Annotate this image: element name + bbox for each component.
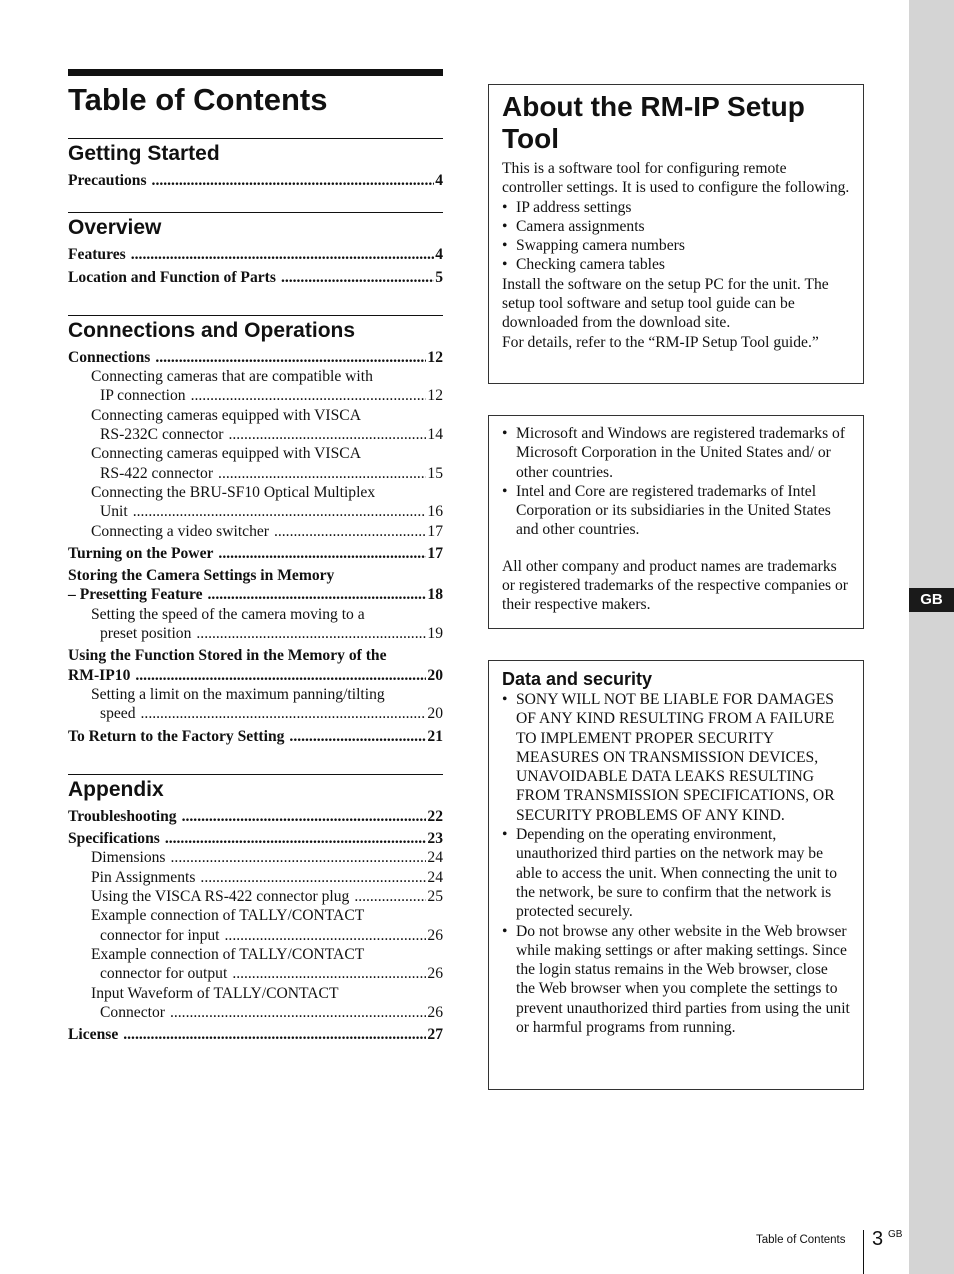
about-details: For details, refer to the “RM-IP Setup Tool guide.” bbox=[502, 333, 819, 351]
entry-text-line1: Storing the Camera Settings in Memory bbox=[68, 567, 335, 585]
page-ref: 20 bbox=[427, 666, 443, 684]
leader-dots bbox=[155, 348, 426, 367]
bullet-text: Microsoft and Windows are registered trademarks of Microsoft Corporation in the United States and/ or other countries. bbox=[516, 425, 846, 481]
entry-text: speed bbox=[100, 705, 136, 723]
entry-row bbox=[68, 348, 443, 367]
bullet-item bbox=[502, 825, 850, 921]
entry-row bbox=[68, 171, 443, 190]
about-title: About the RM-IP Setup Tool bbox=[502, 91, 805, 154]
entry-row bbox=[68, 268, 443, 287]
bullet-item bbox=[502, 198, 850, 217]
page-ref: 12 bbox=[427, 387, 443, 405]
entry-text: Using the VISCA RS-422 connector plug bbox=[91, 888, 350, 906]
bullet-mark: • bbox=[502, 826, 508, 844]
bullet-item bbox=[502, 236, 850, 255]
leader-dots bbox=[208, 585, 427, 604]
entry-row bbox=[91, 704, 443, 723]
page-ref: 15 bbox=[427, 464, 443, 482]
leader-dots bbox=[232, 964, 426, 983]
page-ref: 24 bbox=[427, 868, 443, 886]
leader-dots bbox=[228, 425, 426, 444]
bullet-item bbox=[502, 690, 850, 825]
toc-column bbox=[68, 69, 443, 1044]
trademarks-bullet-list bbox=[502, 424, 850, 540]
footer-label: Table of Contents bbox=[756, 1234, 846, 1246]
toc-entry bbox=[68, 945, 443, 984]
toc-entry bbox=[68, 268, 443, 287]
leader-dots bbox=[135, 666, 426, 685]
leader-dots bbox=[123, 1025, 426, 1044]
leader-dots bbox=[218, 544, 426, 563]
section-heading: Appendix bbox=[68, 774, 443, 804]
entry-text: RS-422 connector bbox=[100, 464, 214, 482]
entry-text: – Presetting Feature bbox=[68, 586, 203, 604]
page-ref: 18 bbox=[427, 586, 443, 604]
toc-section bbox=[68, 138, 443, 190]
entry-text: RS-232C connector bbox=[100, 426, 224, 444]
toc-entry bbox=[68, 566, 443, 605]
leader-dots bbox=[165, 829, 427, 848]
page-ref: 26 bbox=[427, 965, 443, 983]
entry-text: Location and Function of Parts bbox=[68, 268, 276, 286]
page-ref: 19 bbox=[427, 625, 443, 643]
about-outro: Install the software on the setup PC for the unit. The setup tool software and setup tool guide can be downloaded from the download site. bbox=[502, 275, 829, 332]
entry-text: Specifications bbox=[68, 830, 160, 848]
leader-dots bbox=[274, 522, 426, 541]
entry-row bbox=[68, 245, 443, 264]
section-heading: Connections and Operations bbox=[68, 315, 443, 345]
bullet-item bbox=[502, 217, 850, 236]
entry-row bbox=[91, 848, 443, 867]
toc-entry bbox=[68, 887, 443, 906]
toc-entry bbox=[68, 444, 443, 483]
entry-row bbox=[91, 624, 443, 643]
toc-entry bbox=[68, 984, 443, 1023]
entry-text: Dimensions bbox=[91, 849, 166, 867]
entry-text-line1: Using the Function Stored in the Memory of the bbox=[68, 647, 387, 665]
page-ref: 12 bbox=[427, 348, 443, 366]
page-ref: 24 bbox=[427, 849, 443, 867]
entry-row bbox=[91, 502, 443, 521]
leader-dots bbox=[200, 868, 426, 887]
toc-entry bbox=[68, 605, 443, 644]
bullet-mark: • bbox=[502, 691, 508, 708]
entry-row bbox=[68, 727, 443, 746]
entry-text-line1: Setting the speed of the camera moving to a bbox=[91, 605, 365, 623]
entry-row bbox=[91, 464, 443, 483]
entry-text: Turning on the Power bbox=[68, 544, 214, 562]
bullet-text: Intel and Core are registered trademarks of Intel Corporation or its subsidiaries in the United States and other countries. bbox=[516, 482, 831, 539]
toc-entry bbox=[68, 348, 443, 367]
bullet-mark: • bbox=[502, 198, 508, 216]
entry-row bbox=[68, 585, 443, 604]
page-title: Table of Contents bbox=[68, 82, 328, 117]
page-ref: 4 bbox=[435, 172, 443, 189]
toc-entry bbox=[68, 727, 443, 746]
leader-dots bbox=[218, 464, 426, 483]
entry-text: connector for input bbox=[100, 926, 220, 944]
entry-text: RM-IP10 bbox=[68, 666, 131, 684]
toc-entry bbox=[68, 522, 443, 541]
bullet-text: Checking camera tables bbox=[516, 256, 665, 274]
leader-dots bbox=[182, 807, 427, 826]
entry-text: Features bbox=[68, 246, 126, 264]
toc-entry bbox=[68, 868, 443, 887]
bullet-item bbox=[502, 424, 850, 482]
toc-section bbox=[68, 774, 443, 1045]
entry-text: Connections bbox=[68, 348, 151, 366]
entry-row bbox=[68, 829, 443, 848]
leader-dots bbox=[281, 268, 434, 287]
entry-row bbox=[91, 868, 443, 887]
bullet-item bbox=[502, 255, 850, 274]
entry-row bbox=[91, 425, 443, 444]
page-ref: 23 bbox=[427, 830, 443, 848]
leader-dots bbox=[196, 624, 426, 643]
about-bullet-list bbox=[502, 198, 850, 275]
toc-entry bbox=[68, 646, 443, 685]
entry-text: Connecting a video switcher bbox=[91, 522, 269, 540]
toc-entry bbox=[68, 1025, 443, 1044]
about-box bbox=[488, 84, 864, 384]
entry-row bbox=[68, 807, 443, 826]
security-bullet-list bbox=[502, 690, 850, 1037]
entry-text: To Return to the Factory Setting bbox=[68, 727, 285, 745]
leader-dots bbox=[141, 704, 427, 723]
page-ref: 26 bbox=[427, 926, 443, 944]
page-ref: 26 bbox=[427, 1003, 443, 1021]
entry-text-line1: Example connection of TALLY/CONTACT bbox=[91, 907, 365, 925]
leader-dots bbox=[191, 386, 427, 405]
security-title: Data and security bbox=[502, 669, 653, 689]
page-ref: 25 bbox=[427, 888, 443, 906]
side-strip bbox=[909, 0, 954, 1274]
bullet-text: IP address settings bbox=[516, 198, 632, 216]
bullet-mark: • bbox=[502, 256, 508, 274]
entry-row bbox=[68, 1025, 443, 1044]
bullet-text: Do not browse any other website in the Web browser while making settings or after making settings. Since the login status remains in the Web browser, close the Web browser when you complete the settings to prevent unauthorized third parties from using the unit or harmful programs from running. bbox=[516, 922, 850, 1037]
bullet-text: SONY WILL NOT BE LIABLE FOR DAMAGES OF ANY KIND RESULTING FROM A FAILURE TO IMPLEMENT PROPER SECURITY MEASURES ON TRANSMISSION DEVICES, UNAVOIDABLE DATA LEAKS RESULTING FROM TRANSMISSION SPECIFICATIONS, OR SECURITY PROBLEMS OF ANY KIND. bbox=[516, 691, 835, 824]
entry-text: connector for output bbox=[100, 965, 228, 983]
page-ref: 17 bbox=[427, 544, 443, 562]
about-intro: This is a software tool for configuring remote controller settings. It is used to configure the following. bbox=[502, 160, 850, 197]
bullet-mark: • bbox=[502, 922, 508, 940]
entry-row bbox=[91, 926, 443, 945]
leader-dots bbox=[131, 245, 434, 264]
toc-entry bbox=[68, 406, 443, 445]
security-box bbox=[488, 660, 864, 1090]
entry-text-line1: Connecting cameras that are compatible with bbox=[91, 368, 373, 386]
leader-dots bbox=[133, 502, 427, 521]
bullet-mark: • bbox=[502, 425, 508, 442]
leader-dots bbox=[171, 848, 427, 867]
bullet-text: Swapping camera numbers bbox=[516, 237, 685, 255]
bullet-item bbox=[502, 482, 850, 540]
entry-text-line1: Connecting cameras equipped with VISCA bbox=[91, 445, 361, 463]
entry-text: Precautions bbox=[68, 172, 147, 189]
entry-text: Troubleshooting bbox=[68, 807, 177, 825]
trademarks-box bbox=[488, 415, 864, 629]
bullet-mark: • bbox=[502, 237, 508, 255]
trademarks-note: All other company and product names are trademarks or registered trademarks of the respective companies or their respective makers. bbox=[502, 557, 848, 614]
entry-text: License bbox=[68, 1026, 119, 1044]
toc-entry bbox=[68, 245, 443, 264]
page-ref: 22 bbox=[427, 807, 443, 825]
section-heading: Getting Started bbox=[68, 138, 443, 168]
toc-entry bbox=[68, 848, 443, 867]
title-rule bbox=[68, 69, 443, 76]
section-heading: Overview bbox=[68, 212, 443, 242]
toc-sections bbox=[68, 138, 443, 1044]
page-ref: 21 bbox=[427, 727, 443, 745]
toc-entry bbox=[68, 483, 443, 522]
bullet-text: Depending on the operating environment, unauthorized third parties on the network may be able to access the unit. When connecting the unit to the network, be sure to confirm that the network is protected securely. bbox=[516, 826, 838, 921]
entry-text-line1: Connecting cameras equipped with VISCA bbox=[91, 406, 361, 424]
leader-dots bbox=[152, 171, 435, 190]
entry-text-line1: Input Waveform of TALLY/CONTACT bbox=[91, 984, 339, 1002]
entry-row bbox=[91, 1003, 443, 1022]
bullet-mark: • bbox=[502, 482, 508, 500]
bullet-item bbox=[502, 922, 850, 1038]
entry-text-line1: Setting a limit on the maximum panning/tilting bbox=[91, 685, 385, 703]
leader-dots bbox=[225, 926, 427, 945]
bullet-mark: • bbox=[502, 217, 508, 235]
entry-text: preset position bbox=[100, 625, 192, 643]
toc-section bbox=[68, 212, 443, 287]
language-tab: GB bbox=[909, 588, 954, 612]
entry-row bbox=[68, 544, 443, 563]
entry-row bbox=[91, 964, 443, 983]
toc-entry bbox=[68, 807, 443, 826]
toc-entry bbox=[68, 171, 443, 190]
page-ref: 20 bbox=[427, 705, 443, 723]
page-ref: 5 bbox=[435, 268, 443, 286]
page-ref: 16 bbox=[427, 503, 443, 521]
page-ref: 14 bbox=[427, 426, 443, 444]
toc-section bbox=[68, 315, 443, 746]
entry-text-line1: Example connection of TALLY/CONTACT bbox=[91, 945, 365, 963]
page-ref: 4 bbox=[435, 246, 443, 264]
page-suffix: GB bbox=[888, 1229, 903, 1240]
entry-row bbox=[91, 887, 443, 906]
entry-text: IP connection bbox=[100, 387, 186, 405]
toc-entry bbox=[68, 906, 443, 945]
toc-entry bbox=[68, 544, 443, 563]
page-number: 3 bbox=[872, 1228, 884, 1250]
entry-text: Unit bbox=[100, 503, 128, 521]
leader-dots bbox=[354, 887, 426, 906]
entry-text-line1: Connecting the BRU-SF10 Optical Multiplex bbox=[91, 483, 376, 501]
toc-entry bbox=[68, 685, 443, 724]
entry-text: Pin Assignments bbox=[91, 868, 196, 886]
page-ref: 17 bbox=[427, 522, 443, 540]
page-ref: 27 bbox=[427, 1026, 443, 1044]
bullet-text: Camera assignments bbox=[516, 217, 645, 235]
toc-entry bbox=[68, 829, 443, 848]
entry-row bbox=[91, 386, 443, 405]
toc-entry bbox=[68, 367, 443, 406]
leader-dots bbox=[289, 727, 426, 746]
entry-row bbox=[68, 666, 443, 685]
entry-row bbox=[91, 522, 443, 541]
footer-rule bbox=[863, 1230, 864, 1274]
entry-text: Connector bbox=[100, 1003, 165, 1021]
leader-dots bbox=[170, 1003, 426, 1022]
